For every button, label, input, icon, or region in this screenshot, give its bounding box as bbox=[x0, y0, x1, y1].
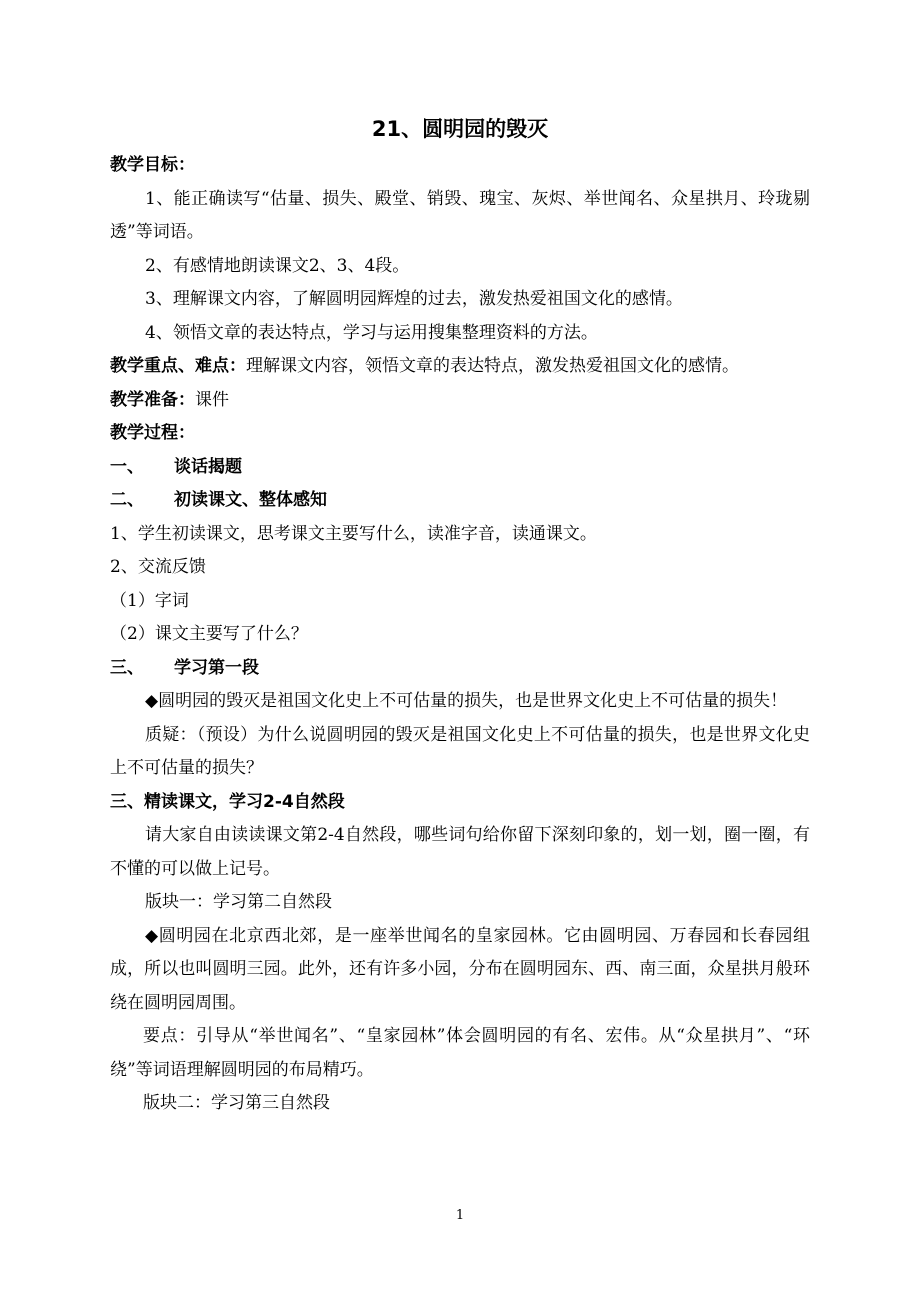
objective-item: 2、有感情地朗读课文2、3、4段。 bbox=[145, 255, 410, 276]
preparation bbox=[110, 384, 810, 418]
quote-paragraph: ◆圆明园的毁灭是祖国文化史上不可估量的损失，也是世界文化史上不可估量的损失！ bbox=[145, 691, 788, 711]
objective-item: 4、领悟文章的表达特点，学习与运用搜集整理资料的方法。 bbox=[145, 322, 598, 343]
objective-item: 3、理解课文内容，了解圆明园辉煌的过去，激发热爱祖国文化的感情。 bbox=[145, 289, 683, 309]
section-title: 谈话揭题 bbox=[174, 456, 242, 477]
section-heading bbox=[110, 451, 810, 485]
section-number: 一、 bbox=[110, 456, 144, 477]
block-heading: 版块一：学习第二自然段 bbox=[145, 892, 332, 912]
page-number: 1 bbox=[455, 1208, 465, 1223]
page-title: 21、圆明园的毁灭 bbox=[371, 117, 549, 141]
list-item: 1、学生初读课文，思考课文主要写什么，读准字音，读通课文。 bbox=[110, 523, 597, 544]
quote-paragraph: ◆圆明园在北京西北郊，是一座举世闻名的皇家园林。它由圆明园、万春园和长春园组成，所以也叫圆明三园。此外，还有许多小园，分布在圆明园东、西、南三面，众星拱月般环绕在圆明园周围。 bbox=[110, 925, 810, 1013]
section-heading bbox=[110, 652, 810, 686]
preparation-text: 课件 bbox=[195, 389, 229, 410]
section-heading: 三、精读课文，学习2-4自然段 bbox=[110, 791, 345, 812]
section-number: 二、 bbox=[110, 490, 144, 510]
process-heading: 教学过程： bbox=[110, 423, 195, 443]
key-points bbox=[110, 350, 810, 384]
document-body bbox=[110, 149, 810, 1121]
list-item: （1）字词 bbox=[110, 590, 189, 611]
section-heading bbox=[110, 484, 810, 518]
section-title: 初读课文、整体感知 bbox=[174, 490, 327, 510]
objectives-heading: 教学目标： bbox=[110, 155, 195, 175]
list-item: （2）课文主要写了什么？ bbox=[110, 624, 308, 644]
section-title: 学习第一段 bbox=[174, 657, 259, 678]
section-number: 三、 bbox=[110, 657, 144, 678]
keypoint-paragraph: 要点：引导从“举世闻名”、“皇家园林”体会圆明园的有名、宏伟。从“众星拱月”、“环绕”等词语理解圆明园的布局精巧。 bbox=[110, 1026, 810, 1080]
block-heading: 版块二：学习第三自然段 bbox=[143, 1093, 330, 1113]
list-item: 2、交流反馈 bbox=[110, 557, 206, 577]
key-points-label: 教学重点、难点： bbox=[110, 356, 246, 376]
objective-item: 1、能正确读写“估量、损失、殿堂、销毁、瑰宝、灰烬、举世闻名、众星拱月、玲珑剔透”等词语。 bbox=[110, 188, 810, 242]
instruction-paragraph: 请大家自由读读课文第2-4自然段，哪些词句给你留下深刻印象的，划一划，圈一圈，有不懂的可以做上记号。 bbox=[110, 825, 810, 879]
question-paragraph: 质疑：（预设）为什么说圆明园的毁灭是祖国文化史上不可估量的损失，也是世界文化史上不可估量的损失？ bbox=[110, 724, 810, 778]
preparation-label: 教学准备： bbox=[110, 389, 195, 410]
key-points-text: 理解课文内容，领悟文章的表达特点，激发热爱祖国文化的感情。 bbox=[246, 356, 739, 376]
